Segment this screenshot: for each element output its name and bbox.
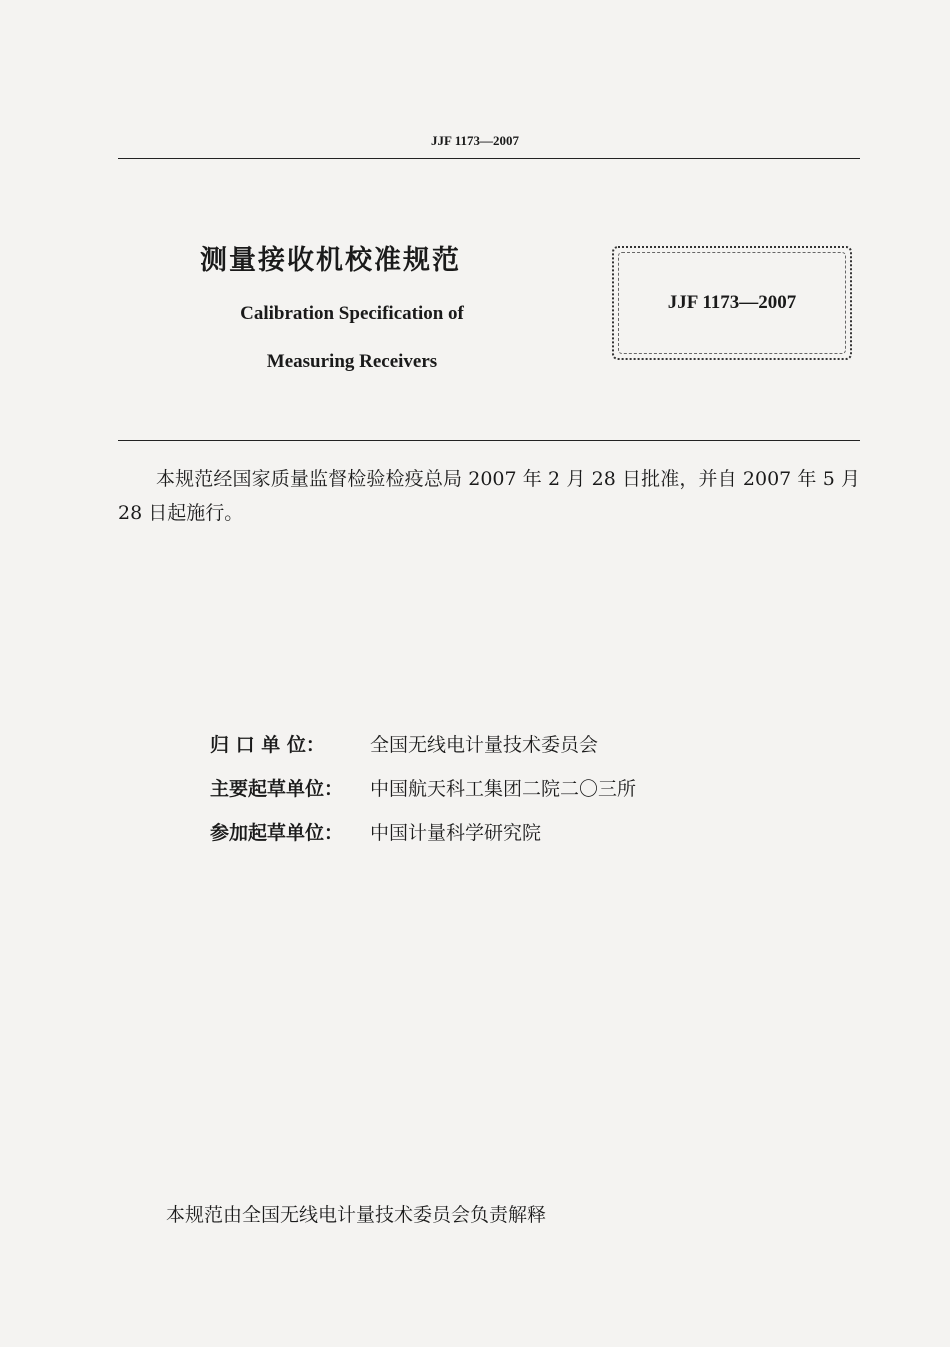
- approval-paragraph: 本规范经国家质量监督检验检疫总局 2007 年 2 月 28 日批准，并自 2007 年 5 月 28 日起施行。: [118, 468, 860, 524]
- header-standard-code: JJF 1173—2007: [431, 133, 519, 148]
- unit-label: 参加起草单位：: [210, 822, 344, 844]
- title-english-line1: Calibration Specification of: [240, 303, 464, 324]
- unit-value: 中国航天科工集团二院二〇三所: [370, 778, 637, 800]
- unit-value: 中国计量科学研究院: [370, 822, 542, 844]
- unit-label: 归 口 单 位：: [210, 734, 325, 756]
- unit-row-participating-drafter: [210, 818, 636, 862]
- title-english-line2: Measuring Receivers: [266, 351, 438, 372]
- standard-code-box: [612, 246, 852, 360]
- unit-value: 全国无线电计量技术委员会: [370, 734, 599, 756]
- top-divider: [118, 158, 860, 159]
- unit-row-centralized: [210, 730, 636, 774]
- middle-divider: [118, 440, 860, 441]
- unit-label: 主要起草单位：: [210, 778, 344, 800]
- standard-code-box-text: JJF 1173—2007: [667, 292, 797, 313]
- unit-row-main-drafter: [210, 774, 636, 818]
- drafting-units: [210, 730, 636, 862]
- title-chinese: 测量接收机校准规范: [200, 245, 461, 276]
- interpretation-note: 本规范由全国无线电计量技术委员会负责解释: [166, 1204, 547, 1226]
